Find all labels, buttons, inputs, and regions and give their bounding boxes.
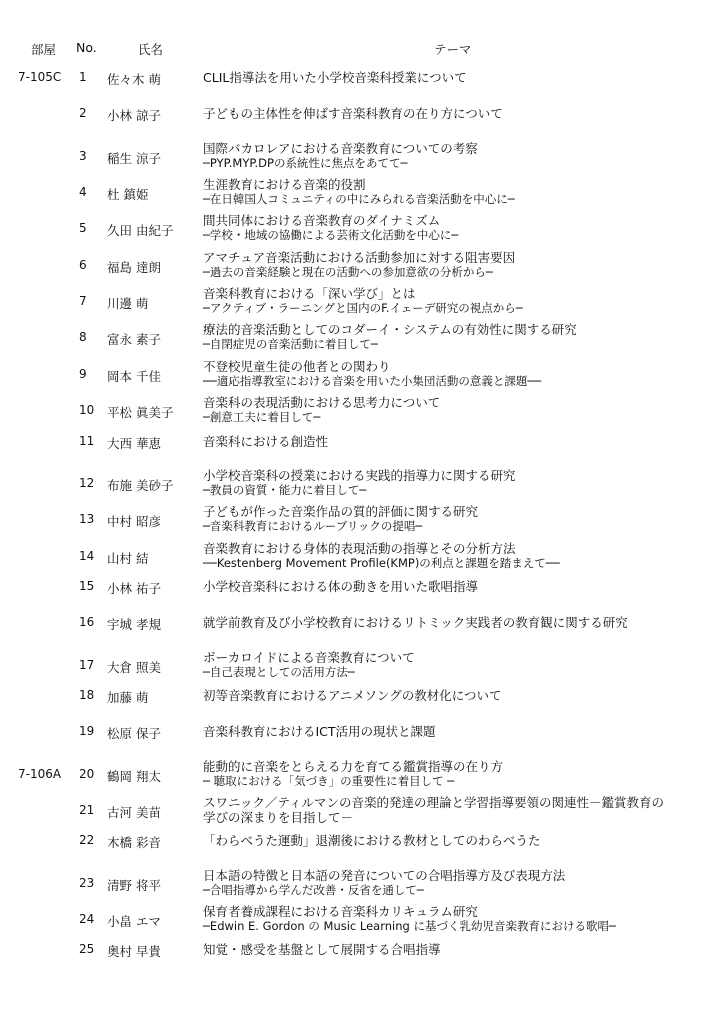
- presenter-name: 岡本 千佳: [107, 368, 161, 384]
- theme-title: 不登校児童生徒の他者との関わり: [203, 358, 391, 374]
- table-row: [0, 214, 724, 246]
- presentation-theme: [203, 504, 478, 534]
- presentation-theme: [203, 833, 541, 848]
- theme-title: 音楽教育における身体的表現活動の指導とその分析方法: [203, 540, 516, 556]
- theme-subtitle: ─合唱指導から学んだ改善・反省を通して─: [203, 882, 424, 897]
- presenter-name: 大倉 照美: [107, 659, 161, 675]
- table-row: [0, 578, 724, 610]
- table-row: [0, 69, 724, 101]
- table-row: [0, 251, 724, 283]
- table-row: [0, 614, 724, 646]
- presentation-number: 11: [79, 433, 95, 448]
- theme-subtitle: ─創意工夫に着目して─: [203, 410, 321, 425]
- presentation-theme: [203, 250, 515, 280]
- theme-title: スワニック／ティルマンの音楽的発達の理論と学習指導要領の関連性－鑑賞教育の: [203, 795, 665, 810]
- presentation-number: 4: [79, 185, 87, 200]
- theme-subtitle: ─自閉症児の音楽活動に着目して─: [203, 337, 378, 352]
- theme-subtitle: ─アクティブ・ラーニングと国内のF.イェーデ研究の視点から─: [203, 301, 523, 316]
- presentation-number: 12: [79, 475, 95, 490]
- presentation-number: 5: [79, 221, 87, 236]
- table-row: [0, 323, 724, 355]
- table-row: [0, 687, 724, 719]
- presentation-theme: [203, 650, 415, 680]
- presentation-number: 24: [79, 912, 95, 927]
- presentation-theme: [203, 724, 436, 739]
- presenter-name: 古河 美苗: [107, 805, 161, 820]
- presentation-number: 16: [79, 615, 95, 630]
- theme-subtitle: ─自己表現としての活用方法─: [203, 664, 355, 679]
- theme-title: CLIL指導法を用いた小学校音楽科授業について: [203, 70, 467, 85]
- presentation-number: 8: [79, 330, 87, 345]
- presenter-name: 佐々木 萌: [107, 72, 161, 87]
- presentation-number: 6: [79, 257, 87, 272]
- presentation-number: 23: [79, 875, 95, 890]
- presentation-theme: [203, 759, 503, 789]
- presentation-theme: [203, 868, 565, 898]
- presenter-name: 布施 美砂子: [107, 477, 174, 493]
- presentation-number: 2: [79, 106, 87, 121]
- presentation-number: 9: [79, 366, 87, 381]
- header-no: No.: [76, 40, 97, 55]
- presentation-number: 3: [79, 148, 87, 163]
- presentation-theme: [203, 795, 664, 825]
- room-label: 7-106A: [18, 766, 62, 781]
- presenter-name: 山村 結: [107, 550, 149, 566]
- presenter-name: 加藤 萌: [107, 689, 149, 705]
- theme-subtitle: ──Kestenberg Movement Profile(KMP)の利点と課題を踏まえて──: [203, 555, 560, 570]
- presenter-name: 富永 素子: [107, 332, 161, 348]
- theme-title: 就学前教育及び小学校教育におけるリトミック実践者の教育観に関する研究: [203, 615, 628, 631]
- presentation-number: 19: [79, 724, 95, 739]
- theme-title: 知覚・感受を基盤として展開する合唱指導: [203, 942, 441, 958]
- table-row: [0, 142, 724, 174]
- theme-subtitle: ─PYP.MYP.DPの系統性に焦点をあてて─: [203, 155, 408, 170]
- presenter-name: 杜 鎮姫: [107, 187, 149, 203]
- header-room: 部屋: [31, 42, 57, 57]
- table-row: [0, 723, 724, 755]
- table-row: [0, 542, 724, 574]
- presenter-name: 福島 達朗: [107, 259, 161, 275]
- presentation-theme: [203, 213, 458, 243]
- theme-subtitle: ─音楽科教育におけるルーブリックの提唱─: [203, 519, 423, 534]
- theme-title: 能動的に音楽をとらえる力を育てる鑑賞指導の在り方: [203, 758, 504, 774]
- table-row: [0, 905, 724, 937]
- presentation-number: 20: [79, 766, 95, 781]
- table-row: [0, 505, 724, 537]
- presentation-number: 7: [79, 294, 87, 309]
- presentation-number: 15: [79, 578, 95, 593]
- table-row: [0, 869, 724, 901]
- presentation-number: 13: [79, 512, 95, 527]
- theme-subtitle: 学びの深まりを目指して－: [203, 810, 354, 825]
- theme-title: アマチュア音楽活動における活動参加に対する阻害要因: [203, 249, 516, 265]
- presentation-number: 25: [79, 942, 95, 957]
- table-row: [0, 360, 724, 392]
- theme-subtitle: ─ 聴取における「気づき」の重要性に着目して ─: [203, 773, 455, 788]
- presentation-theme: [203, 106, 503, 121]
- theme-title: 音楽科教育におけるICT活用の現状と課題: [203, 724, 436, 740]
- presentation-number: 17: [79, 657, 95, 672]
- presentation-theme: [203, 359, 541, 389]
- presenter-name: 小畠 エマ: [107, 914, 161, 930]
- theme-title: 生涯教育における音楽的役割: [203, 177, 366, 193]
- presenter-name: 川邊 萌: [107, 296, 149, 312]
- theme-subtitle: ─Edwin E. Gordon の Music Learning に基づく乳幼児音楽教育における歌唱─: [203, 919, 616, 934]
- room-label: 7-105C: [18, 70, 62, 84]
- theme-title: 間共同体における音楽教育のダイナミズム: [203, 213, 441, 229]
- table-row: [0, 796, 724, 828]
- table-row: [0, 469, 724, 501]
- table-row: [0, 105, 724, 137]
- presenter-name: 稲生 涼子: [107, 150, 161, 166]
- presentation-theme: [203, 615, 628, 630]
- table-row: [0, 832, 724, 864]
- theme-title: 小学校音楽科の授業における実践的指導力に関する研究: [203, 467, 516, 483]
- presentation-number: 18: [79, 687, 95, 702]
- theme-title: 療法的音楽活動としてのコダーイ・システムの有効性に関する研究: [203, 322, 577, 338]
- theme-title: ボーカロイドによる音楽教育について: [203, 649, 415, 665]
- presentation-theme: [203, 395, 440, 425]
- presentation-theme: [203, 70, 467, 85]
- table-row: [0, 760, 724, 792]
- presentation-theme: [203, 468, 516, 498]
- table-row: [0, 433, 724, 465]
- presentation-number: 1: [79, 70, 87, 84]
- presentation-theme: [203, 688, 502, 703]
- header-name: 氏名: [138, 42, 164, 57]
- theme-title: 音楽科の表現活動における思考力について: [203, 395, 441, 411]
- presentation-theme: [203, 579, 478, 594]
- presenter-name: 大西 華恵: [107, 435, 161, 451]
- theme-title: 「わらべうた運動」退潮後における教材としてのわらべうた: [203, 833, 541, 849]
- theme-subtitle: ─学校・地域の協働による芸術文化活動を中心に─: [203, 228, 459, 243]
- presentation-number: 14: [79, 548, 95, 563]
- presenter-name: 小林 祐子: [107, 580, 161, 596]
- presentation-theme: [203, 942, 441, 957]
- presenter-name: 小林 諒子: [107, 108, 161, 124]
- presenter-name: 木橋 彩音: [107, 835, 161, 851]
- theme-title: 音楽科教育における「深い学び」とは: [203, 286, 416, 302]
- theme-subtitle: ─過去の音楽経験と現在の活動への参加意欲の分析から─: [203, 264, 493, 279]
- presentation-theme: [203, 541, 560, 571]
- theme-title: 子どもの主体性を伸ばす音楽科教育の在り方について: [203, 106, 503, 122]
- presenter-name: 鶴岡 翔太: [107, 768, 161, 784]
- presenter-name: 宇城 孝規: [107, 617, 161, 633]
- theme-title: 国際バカロレアにおける音楽教育についての考察: [203, 140, 478, 156]
- presentation-number: 22: [79, 833, 95, 848]
- presenter-name: 松原 保子: [107, 726, 161, 742]
- presentation-theme: [203, 177, 515, 207]
- presentation-theme: [203, 322, 577, 352]
- table-row: [0, 287, 724, 319]
- table-header: [0, 40, 724, 56]
- theme-title: 小学校音楽科における体の動きを用いた歌唱指導: [203, 578, 479, 594]
- presenter-name: 清野 将平: [107, 877, 161, 893]
- presentation-theme: [203, 904, 616, 934]
- header-theme: テーマ: [434, 42, 472, 57]
- presentation-theme: [203, 286, 523, 316]
- theme-title: 保育者養成課程における音楽科カリキュラム研究: [203, 904, 478, 920]
- theme-title: 音楽科における創造性: [203, 433, 329, 449]
- presenter-name: 久田 由紀子: [107, 223, 174, 239]
- theme-title: 子どもが作った音楽作品の質的評価に関する研究: [203, 504, 479, 520]
- presentation-theme: [203, 141, 478, 171]
- theme-subtitle: ─教員の資質・能力に着目して─: [203, 482, 367, 497]
- presentation-number: 21: [79, 803, 95, 817]
- theme-subtitle: ──適応指導教室における音楽を用いた小集団活動の意義と課題──: [203, 373, 542, 388]
- presenter-name: 奥村 早貴: [107, 944, 161, 960]
- table-row: [0, 396, 724, 428]
- table-row: [0, 178, 724, 210]
- table-row: [0, 941, 724, 973]
- theme-title: 日本語の特徴と日本語の発音についての合唱指導方及び表現方法: [203, 867, 566, 883]
- table-row: [0, 651, 724, 683]
- presenter-name: 平松 眞美子: [107, 405, 174, 421]
- presenter-name: 中村 昭彦: [107, 514, 161, 530]
- presentation-number: 10: [79, 403, 95, 418]
- presentation-theme: [203, 434, 328, 449]
- theme-title: 初等音楽教育におけるアニメソングの教材化について: [203, 687, 502, 703]
- theme-subtitle: ─在日韓国人コミュニティの中にみられる音楽活動を中心に─: [203, 192, 515, 207]
